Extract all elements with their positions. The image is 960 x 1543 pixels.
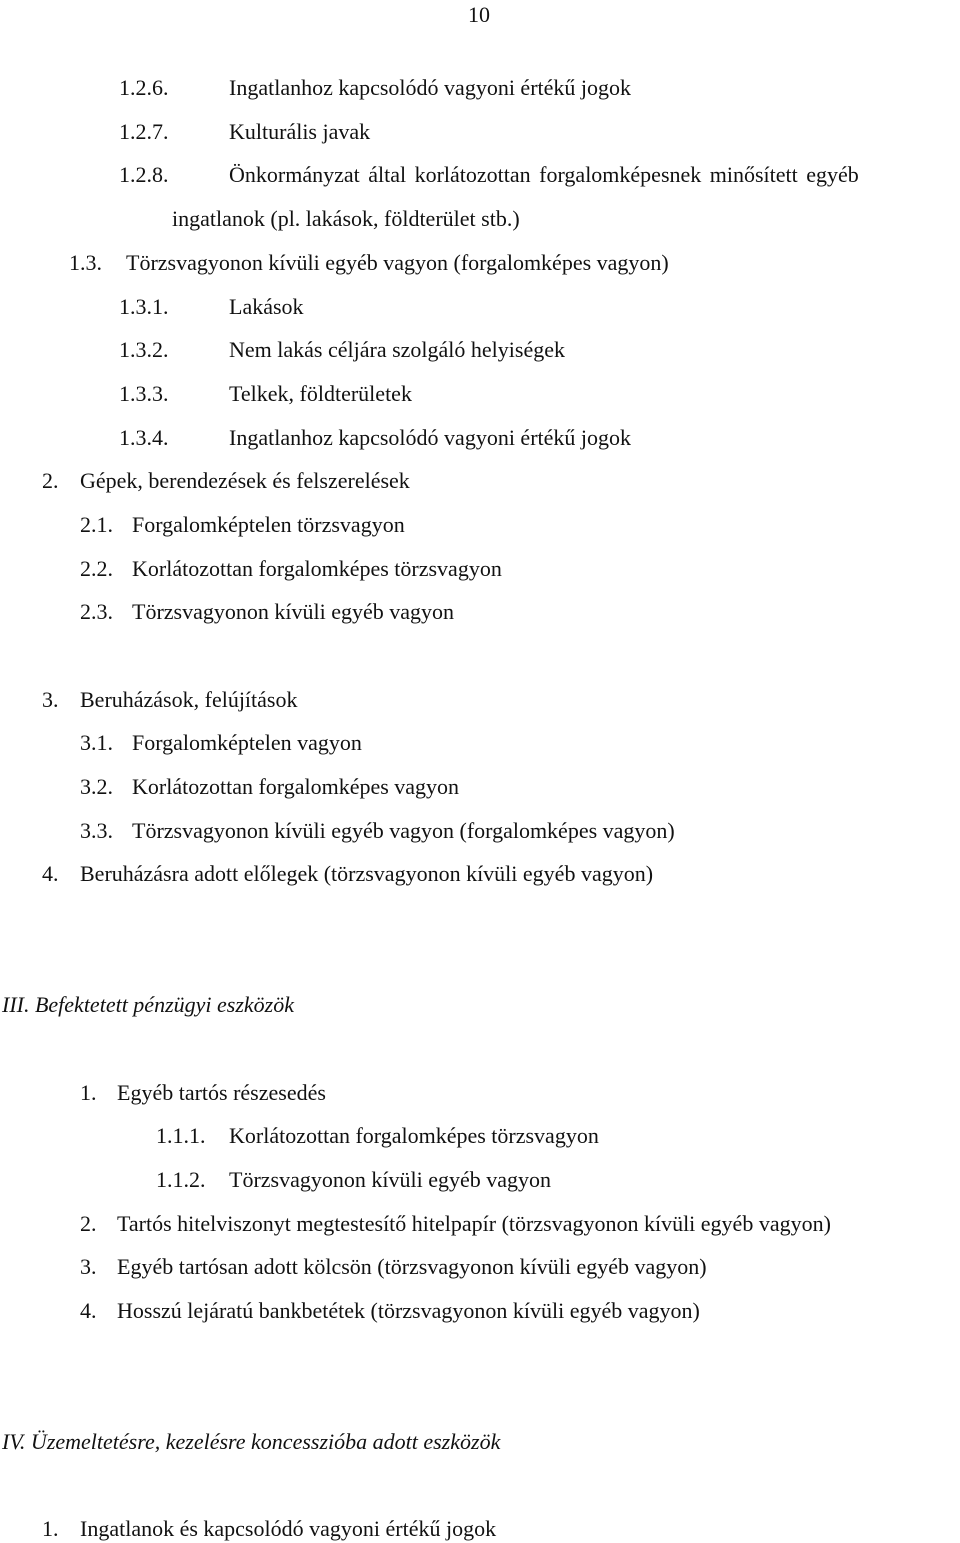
list-item: [80, 730, 362, 756]
list-item: [80, 556, 502, 582]
list-item: [80, 512, 405, 538]
item-number: 1.3.2.: [119, 337, 169, 362]
item-number: 2.3.: [80, 599, 113, 624]
list-item: [119, 119, 370, 145]
list-item: [80, 1080, 326, 1106]
item-number: 1.: [80, 1080, 97, 1105]
item-number: 2.1.: [80, 512, 113, 537]
item-number: 3.3.: [80, 818, 113, 843]
item-text: ingatlanok (pl. lakások, földterület stb.): [172, 206, 520, 231]
section-heading: III. Befektetett pénzügyi eszközök: [2, 992, 294, 1017]
item-text: Forgalomképtelen vagyon: [132, 730, 362, 755]
item-number: 2.: [42, 468, 59, 493]
section-heading: IV. Üzemeltetésre, kezelésre koncesszióba adott eszközök: [2, 1429, 501, 1454]
item-text: Telkek, földterületek: [229, 381, 412, 406]
item-number: 1.2.7.: [119, 119, 169, 144]
item-text: Hosszú lejáratú bankbetétek (törzsvagyonon kívüli egyéb vagyon): [117, 1298, 700, 1323]
list-item: [42, 687, 298, 713]
item-text: Gépek, berendezések és felszerelések: [80, 468, 410, 493]
item-text: Egyéb tartós részesedés: [117, 1080, 326, 1105]
item-number: 1.3.1.: [119, 294, 169, 319]
list-item: [156, 1123, 599, 1149]
list-item: [42, 1516, 496, 1542]
item-number: 1.2.8.: [119, 162, 169, 187]
item-text: Korlátozottan forgalomképes törzsvagyon: [229, 1123, 599, 1148]
item-text: Ingatlanok és kapcsolódó vagyoni értékű jogok: [80, 1516, 497, 1541]
list-item: [119, 381, 412, 407]
item-text: Ingatlanhoz kapcsolódó vagyoni értékű jogok: [229, 75, 632, 100]
list-item: [119, 162, 859, 188]
item-number: 1.3.4.: [119, 425, 169, 450]
list-item: [119, 425, 631, 451]
item-number: 1.: [42, 1516, 59, 1541]
item-text: Törzsvagyonon kívüli egyéb vagyon: [229, 1167, 551, 1192]
item-text: Törzsvagyonon kívüli egyéb vagyon (forgalomképes vagyon): [126, 250, 669, 275]
page-number: 10: [468, 2, 490, 27]
item-text: Korlátozottan forgalomképes törzsvagyon: [132, 556, 502, 581]
list-item: [80, 1211, 831, 1237]
item-number: 1.3.3.: [119, 381, 169, 406]
item-text: Ingatlanhoz kapcsolódó vagyoni értékű jogok: [229, 425, 632, 450]
item-number: 3.2.: [80, 774, 113, 799]
list-item: [80, 818, 675, 844]
item-text: Önkormányzat által korlátozottan forgalomképesnek minősített egyéb: [229, 162, 859, 187]
list-item: [80, 774, 459, 800]
item-number: 2.: [80, 1211, 97, 1236]
item-text: Beruházások, felújítások: [80, 687, 298, 712]
list-item: [80, 599, 454, 625]
item-text: Törzsvagyonon kívüli egyéb vagyon (forgalomképes vagyon): [132, 818, 675, 843]
list-item-continuation: [172, 206, 520, 232]
list-item: [156, 1167, 551, 1193]
item-number: 1.2.6.: [119, 75, 169, 100]
item-number: 3.: [80, 1254, 97, 1279]
item-number: 1.3.: [69, 250, 102, 275]
item-text: Törzsvagyonon kívüli egyéb vagyon: [132, 599, 454, 624]
item-number: 4.: [42, 861, 59, 886]
item-number: 1.1.1.: [156, 1123, 206, 1148]
item-number: 2.2.: [80, 556, 113, 581]
list-item: [119, 294, 304, 320]
list-item: [80, 1298, 700, 1324]
list-item: [42, 468, 410, 494]
item-text: Tartós hitelviszonyt megtestesítő hitelpapír (törzsvagyonon kívüli egyéb vagyon): [117, 1211, 831, 1236]
list-item: [119, 337, 565, 363]
list-item: [69, 250, 669, 276]
item-number: 3.: [42, 687, 59, 712]
item-text: Egyéb tartósan adott kölcsön (törzsvagyonon kívüli egyéb vagyon): [117, 1254, 707, 1279]
list-item: [80, 1254, 707, 1280]
item-number: 4.: [80, 1298, 97, 1323]
item-text: Beruházásra adott előlegek (törzsvagyonon kívüli egyéb vagyon): [80, 861, 654, 886]
item-text: Lakások: [229, 294, 304, 319]
list-item: [119, 75, 631, 101]
item-number: 1.1.2.: [156, 1167, 206, 1192]
list-item: [42, 861, 653, 887]
item-text: Kulturális javak: [229, 119, 371, 144]
item-text: Forgalomképtelen törzsvagyon: [132, 512, 405, 537]
item-number: 3.1.: [80, 730, 113, 755]
item-text: Korlátozottan forgalomképes vagyon: [132, 774, 460, 799]
item-text: Nem lakás céljára szolgáló helyiségek: [229, 337, 565, 362]
